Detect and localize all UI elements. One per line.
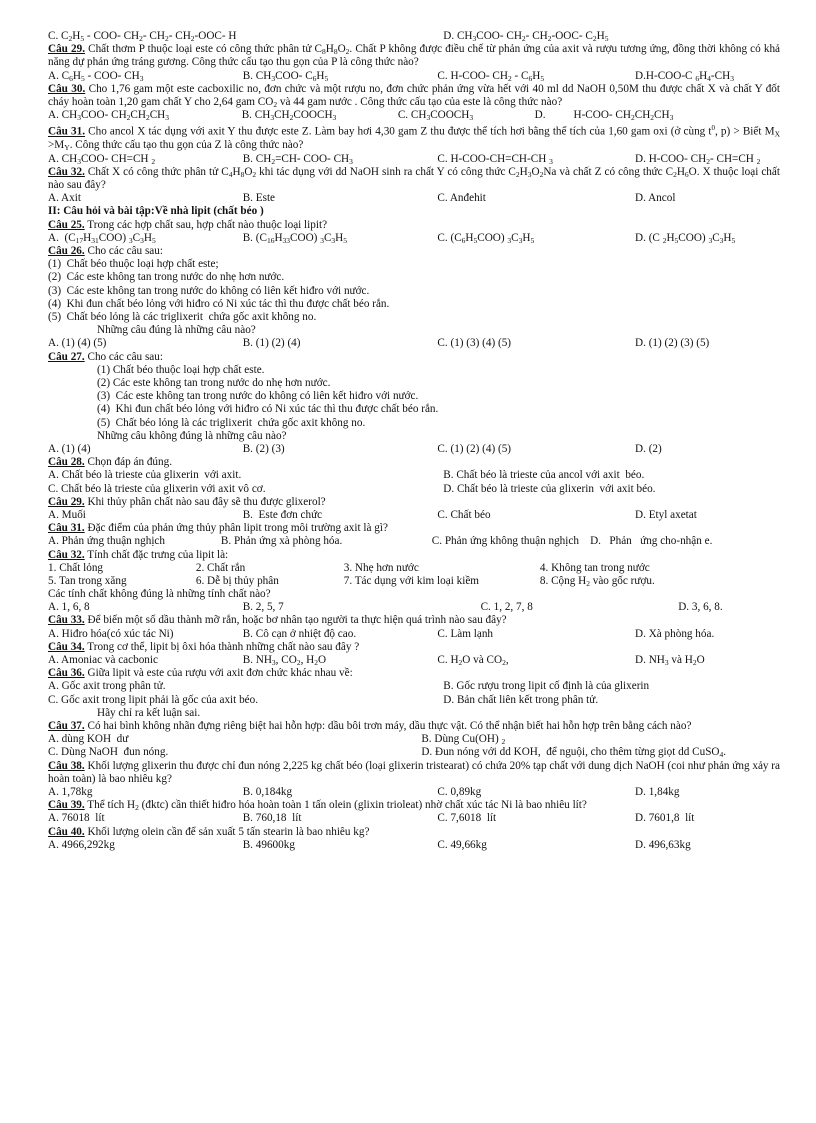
- line-l20: [48, 337, 780, 350]
- line-l35: A. Phản ứng thuận nghịch B. Phản ứng xà phòng hóa. C. Phản ứng không thuận nghịch D. Phản ứng cho-nhận e.: [48, 535, 713, 548]
- line-s2: (2) Các este không tan trong nước do nhẹ hơn nước.: [48, 271, 285, 284]
- line-q37: Câu 37. Có hai bình không nhãn đựng riêng biệt hai hỗn hợp: dầu bôi trơn máy, dầu thực vật. Có thể nhận biết hai hỗn hợp trên bằng cách nào?: [48, 720, 692, 733]
- answer-option: C. (1) (3) (4) (5): [437, 337, 512, 350]
- answer-option: 6. Dễ bị thủy phân: [195, 574, 279, 587]
- line-l55: [48, 812, 780, 825]
- line-l5: A. $CH_3COO-$ $CH_2CH_2CH_3$ B. $CH_3CH_2COOCH_3$ C. $CH_3COOCH_3$ D. H-COO- $CH_2CH_2CH_3$: [48, 109, 674, 123]
- answer-option: D.H-COO-C $_6H_4-CH_3$: [635, 69, 734, 83]
- line-q39: Câu 39. Thể tích $H_2$ (đktc) cần thiết hiđro hóa hoàn toàn 1 tấn olein (glixin trioleat) nhờ chất xúc tác Ni là bao nhiêu lít?: [48, 799, 587, 813]
- answer-option: B. $(C_{16}H_{33}COO)$ $_3C_3H_5$: [242, 231, 348, 245]
- answer-option: C. Dùng NaOH đun nóng.: [48, 746, 169, 759]
- document-page: [48, 30, 780, 852]
- answer-option: C. Chất béo là trieste của glixerin với axit vô cơ.: [48, 482, 266, 495]
- answer-option: A. 1,78kg: [48, 786, 93, 799]
- answer-option: A. dùng KOH dư: [48, 733, 129, 746]
- line-q40: Câu 40. Khối lượng olein cần để sản xuất 5 tấn stearin là bao nhiêu kg?: [48, 825, 370, 838]
- line-l33: [48, 509, 780, 522]
- answer-option: D. Chất béo là trieste của glixerin với axit béo.: [443, 482, 656, 495]
- answer-option: C. 1, 2, 7, 8: [480, 601, 533, 614]
- answer-option: A. 1, 6, 8: [48, 601, 90, 614]
- answer-option: B. 0,184kg: [242, 786, 293, 799]
- answer-option: B. $NH_3$, $CO_2$, $H_2O$: [242, 654, 327, 668]
- answer-option: 5. Tan trong xăng: [48, 574, 127, 587]
- answer-option: D. 3, 6, 8.: [678, 601, 723, 614]
- answer-option: A. $(C_{17}H_{31}COO)$ $_3C_3H_5$: [48, 231, 156, 245]
- answer-option: 4. Không tan trong nước: [539, 561, 650, 574]
- line-q38: Câu 38. Khối lượng glixerin thu được chỉ đun nóng 2,225 kg chất béo (loại glixerin tristearat) có chứa 20% tạp chất với dung dịch NaOH (coi như phản ứng xảy ra hoàn toàn) là bao nhiêu kg?: [48, 759, 780, 785]
- answer-option: B. $CH_3COO-$ $C_6H_5$: [242, 69, 329, 83]
- line-q31a: Câu 31. Cho ancol X tác dụng với axit Y thu được este Z. Làm bay hơi 4,30 gam Z thu được thể tích hơi bằng thể tích của 1,60 gam oxi (ở cùng $t^0$, p) > Biết $M_X >M_Y$. Công thức cấu tạo thu gọn của Z là công thức nào?: [48, 124, 780, 153]
- answer-option: D. Ancol: [635, 192, 676, 205]
- line-t5: (5) Chất béo lỏng là các triglixerit chứa gốc axit không no.: [97, 416, 366, 429]
- answer-option: B. Chất béo là trieste của ancol với axit béo.: [443, 469, 645, 482]
- answer-option: A. Hiđro hóa(có xúc tác Ni): [48, 627, 174, 640]
- answer-option: A. Gốc axit trong phân tử.: [48, 680, 166, 693]
- answer-option: D. 1,84kg: [635, 786, 680, 799]
- line-t3: (3) Các este không tan trong nước do không có liên kết hiđro với nước.: [97, 390, 419, 403]
- line-l31: [48, 483, 780, 496]
- line-s3: (3) Các este không tan trong nước do không có liên kết hiđro với nước.: [48, 284, 370, 297]
- answer-option: D. (2): [635, 442, 662, 455]
- answer-option: D. Xà phòng hóa.: [635, 627, 715, 640]
- answer-option: C. 49,66kg: [437, 838, 487, 851]
- line-l7: [48, 153, 780, 166]
- answer-option: D. Etyl axetat: [635, 508, 697, 521]
- line-q32b: Câu 32. Tính chất đặc trưng của lipit là:: [48, 548, 229, 561]
- line-l57: [48, 839, 780, 852]
- answer-option: 8. Cộng $H_2$ vào gốc rượu.: [539, 574, 655, 588]
- line-l28: [48, 443, 780, 456]
- answer-option: C. $(C_6H_5COO)$ $_3C_3H_5$: [437, 231, 535, 245]
- answer-option: A. (1) (4): [48, 442, 91, 455]
- answer-option: C. 0,89kg: [437, 786, 482, 799]
- line-q25: Câu 25. Trong các hợp chất sau, hợp chất nào thuộc loại lipit?: [48, 218, 328, 231]
- answer-option: 2. Chất rắn: [195, 561, 246, 574]
- line-s6: Những câu đúng là những câu nào?: [97, 324, 256, 337]
- answer-option: B. Gốc rượu trong lipit cố định là của glixerin: [443, 680, 650, 693]
- answer-option: D. Đun nóng với dd KOH, để nguội, cho thêm từng giọt dd CuSO$_4$.: [421, 746, 727, 760]
- answer-option: C. H-COO-CH=CH-CH $_3$: [437, 152, 553, 166]
- line-l51: [48, 746, 780, 759]
- answer-option: B. $CH_2=CH-$ COO- $CH_3$: [242, 152, 353, 166]
- answer-option: D. $NH_3$ và $H_2O$: [635, 654, 705, 668]
- answer-option: D. (C $_2H_5COO$) $_3C_3H_5$: [635, 231, 736, 245]
- answer-option: B. Este: [242, 192, 276, 205]
- answer-option: A. Muối: [48, 508, 86, 521]
- line-l9: [48, 192, 780, 205]
- answer-option: 7. Tác dụng với kim loại kiềm: [343, 574, 479, 587]
- line-t1: (1) Chất béo thuộc loại hợp chất este.: [97, 363, 265, 376]
- answer-option: C. Gốc axit trong lipit phải là gốc của axit béo.: [48, 693, 259, 706]
- answer-option: 1. Chất lỏng: [48, 561, 104, 574]
- answer-option: D. 496,63kg: [635, 838, 691, 851]
- line-l44: [48, 654, 780, 667]
- line-l42: [48, 628, 780, 641]
- answer-option: C. (1) (2) (4) (5): [437, 442, 512, 455]
- line-s1: (1) Chất béo thuộc loại hợp chất este;: [48, 258, 219, 271]
- answer-option: A. 4966,292kg: [48, 838, 115, 851]
- line-q33: Câu 33. Để biến một số dầu thành mỡ rắn, hoặc bơ nhân tạo người ta thực hiện quá trình nào sau đây?: [48, 614, 507, 627]
- answer-option: A. Axit: [48, 192, 81, 205]
- answer-option: C. H-COO- $CH_2 - C_6H_5$: [437, 69, 545, 83]
- answer-option: C. Anđehit: [437, 192, 486, 205]
- line-q31b: Câu 31. Đặc điểm của phản ứng thủy phân lipit trong môi trường axit là gì?: [48, 522, 388, 535]
- line-sec: II: Câu hỏi và bài tập:Về nhà lipit (chất béo ): [48, 205, 264, 218]
- answer-option: A. $C_6H_5 - COO-$ $CH_3$: [48, 69, 144, 83]
- answer-option: C. Làm lạnh: [437, 627, 494, 640]
- answer-option: D. H-COO- $CH_2-$ CH=CH $_2$: [635, 152, 761, 166]
- line-q27: Câu 27. Cho các câu sau:: [48, 350, 163, 363]
- answer-option: B. 760,18 lít: [242, 812, 302, 825]
- answer-option: B. 2, 5, 7: [242, 601, 284, 614]
- line-l46: [48, 680, 780, 693]
- line-q36: Câu 36. Giữa lipit và este của rượu với axit đơn chức khác nhau về:: [48, 667, 353, 680]
- line-l50: [48, 733, 780, 746]
- answer-option: B. (1) (2) (4): [242, 337, 301, 350]
- line-t2: (2) Các este không tan trong nước do nhẹ hơn nước.: [97, 376, 331, 389]
- answer-option: C. 7,6018 lít: [437, 812, 497, 825]
- line-q26: Câu 26. Cho các câu sau:: [48, 244, 163, 257]
- answer-option: A. Amoniac và cacbonic: [48, 654, 158, 667]
- answer-option: A. (1) (4) (5): [48, 337, 107, 350]
- line-segment: C. $C_2H_5 - COO-$ $CH_2-$ $CH_2-$ $CH_2-OOC-$ H: [48, 30, 237, 43]
- line-l40: [48, 601, 780, 614]
- answer-option: A. 76018 lít: [48, 812, 105, 825]
- answer-option: B. 49600kg: [242, 838, 295, 851]
- line-t6: Những câu không đúng là những câu nào?: [97, 429, 287, 442]
- line-s4: (4) Khi đun chất béo lỏng với hiđro có Ni xúc tác thì thu được chất béo rắn.: [48, 297, 390, 310]
- line-l38: [48, 575, 780, 588]
- answer-option: D. Bản chất liên kết trong phân tử.: [443, 693, 599, 706]
- answer-option: D. (1) (2) (3) (5): [635, 337, 710, 350]
- answer-option: B. Este đơn chức: [242, 508, 323, 521]
- line-l12: [48, 232, 780, 245]
- line-l1: [48, 30, 780, 43]
- line-l47: [48, 694, 780, 707]
- line-q34: Câu 34. Trong cơ thể, lipit bị ôxi hóa thành những chất nào sau đây ?: [48, 640, 360, 653]
- line-q30: Câu 30. Cho 1,76 gam một este cacboxilic no, đơn chức và một rượu no, đơn chức phản ứng vừa hết với 40 ml dd NaOH 0,50M thu được chất X và chất Y đốt cháy hoàn toàn 1,20 gam chất Y cho 2,64 gam $CO_2$ và 44 gam nước . Công thức cấu tạo của este là công thức nào?: [48, 82, 780, 109]
- line-l53: [48, 786, 780, 799]
- line-t4: (4) Khi đun chất béo lỏng với hiđro có Ni xúc tác thì thu được chất béo rắn.: [97, 403, 439, 416]
- line-q32a: Câu 32. Chất X có công thức phân tử $C_4H_8O_2$ khi tác dụng với dd NaOH sinh ra chất Y có công thức $C_2H_3O_2Na$ và chất Z có công thức $C_2H_6O$. X thuộc loại chất nào sau đây?: [48, 165, 780, 191]
- answer-option: A. $CH_3COO-$ CH=CH $_2$: [48, 152, 156, 166]
- line-l30: [48, 469, 780, 482]
- line-l39: Các tính chất không đúng là những tính chất nào?: [48, 588, 271, 601]
- line-l3: [48, 70, 780, 83]
- line-s5: (5) Chất béo lỏng là các triglixerit chứa gốc axit không no.: [48, 310, 317, 323]
- line-q28: Câu 28. Chọn đáp án đúng.: [48, 456, 173, 469]
- answer-option: B. Cô cạn ở nhiệt độ cao.: [242, 627, 357, 640]
- answer-option: 3. Nhẹ hơn nước: [343, 561, 419, 574]
- line-l48: Hãy chỉ ra kết luận sai.: [97, 706, 201, 719]
- line-q29b: Câu 29. Khi thủy phân chất nào sau đây sẽ thu được glixerol?: [48, 495, 326, 508]
- answer-option: A. Chất béo là trieste của glixerin với axit.: [48, 469, 242, 482]
- line-q29a: Câu 29. Chất thơm P thuộc loại este có công thức phân tử $C_8H_8O_2$. Chất P không được điều chế từ phản ứng của axit và rượu tương ứng, đồng thời không có khả năng dự phản ứng tráng gương. Công thức cấu tạo thu gọn của P là công thức nào?: [48, 43, 781, 69]
- line-segment: D. $CH_3COO-$ $CH_2-$ $CH_2-OOC-$ $C_2H_5$: [443, 30, 609, 43]
- answer-option: D. 7601,8 lít: [635, 812, 695, 825]
- answer-option: C. Chất béo: [437, 508, 491, 521]
- answer-option: B. (2) (3): [242, 442, 285, 455]
- line-l37: [48, 562, 780, 575]
- answer-option: B. Dùng Cu(OH) $_2$: [421, 733, 506, 747]
- answer-option: C. $H_2O$ và $CO_2$,: [437, 654, 509, 668]
